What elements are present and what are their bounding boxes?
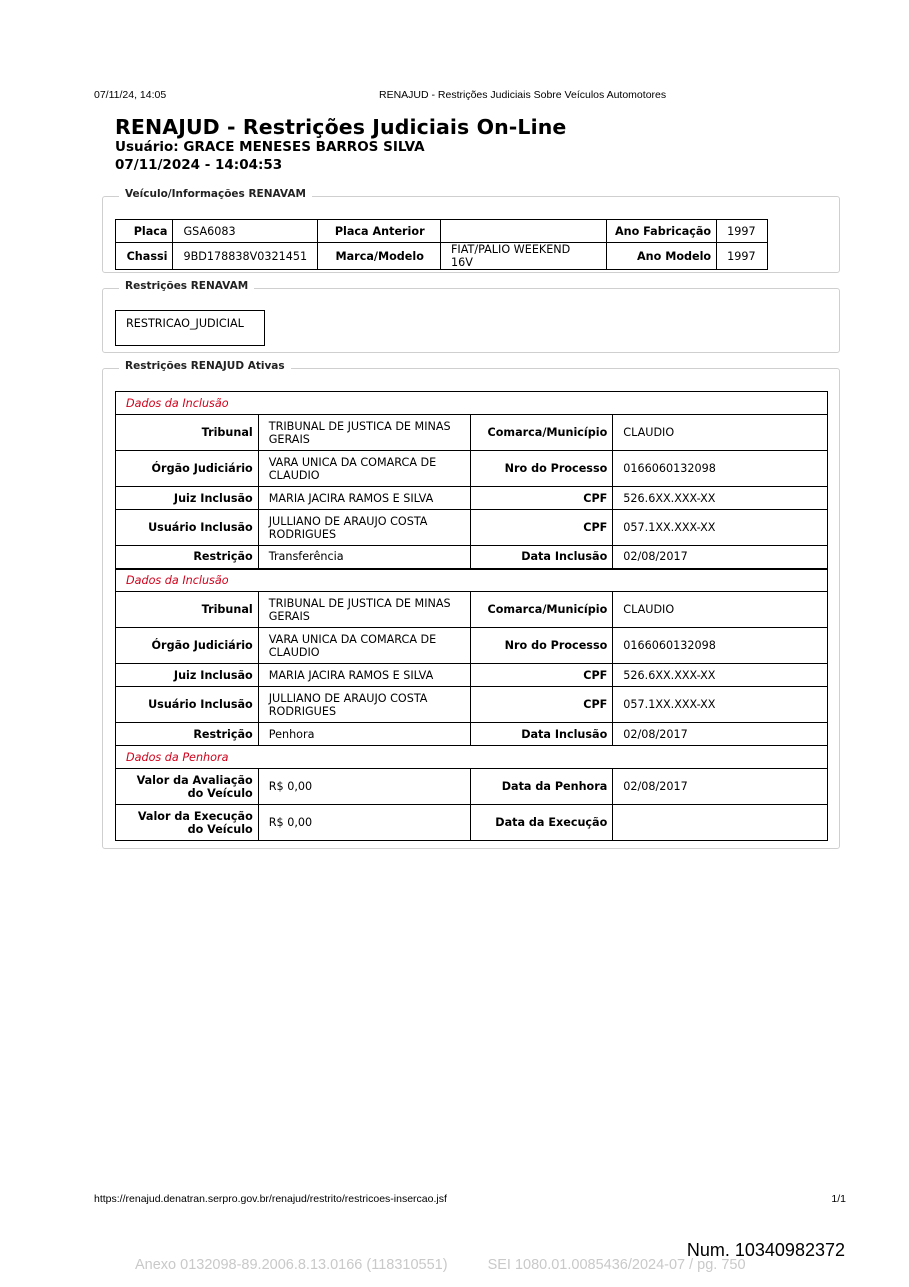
- dados-inclusao-header: Dados da Inclusão: [116, 392, 828, 415]
- restricao-renavam-item: RESTRICAO_JUDICIAL: [115, 310, 265, 346]
- restricao-label: Restrição: [116, 723, 259, 746]
- restricao-value: Transferência: [258, 546, 471, 569]
- marca-modelo-label: Marca/Modelo: [318, 243, 441, 270]
- renajud-ativas-legend: Restrições RENAJUD Ativas: [119, 360, 291, 372]
- ano-fabricacao-value: 1997: [717, 220, 768, 243]
- annex-watermark: [135, 1257, 746, 1273]
- usuario-label: Usuário Inclusão: [116, 687, 259, 723]
- annex-reference: Anexo 0132098-89.2006.8.13.0166 (118310551): [135, 1257, 448, 1273]
- tribunal-value: TRIBUNAL DE JUSTICA DE MINAS GERAIS: [258, 592, 471, 628]
- data-execucao-value: [613, 805, 828, 841]
- juiz-value: MARIA JACIRA RAMOS E SILVA: [258, 487, 471, 510]
- usuario-value: JULLIANO DE ARAUJO COSTA RODRIGUES: [258, 687, 471, 723]
- tribunal-label: Tribunal: [116, 592, 259, 628]
- juiz-cpf-value: 526.6XX.XXX-XX: [613, 664, 828, 687]
- juiz-cpf-label: CPF: [471, 487, 613, 510]
- veiculo-table: [115, 219, 768, 270]
- data-inclusao-label: Data Inclusão: [471, 546, 613, 569]
- comarca-value: CLAUDIO: [613, 592, 828, 628]
- usuario-label: Usuário Inclusão: [116, 510, 259, 546]
- orgao-label: Órgão Judiciário: [116, 628, 259, 664]
- chassi-label: Chassi: [116, 243, 173, 270]
- marca-modelo-value: FIAT/PALIO WEEKEND 16V: [440, 243, 606, 270]
- print-footer-url: https://renajud.denatran.serpro.gov.br/renajud/restrito/restricoes-insercao.jsf: [94, 1193, 447, 1205]
- placa-anterior-value: [440, 220, 606, 243]
- nro-processo-label: Nro do Processo: [471, 451, 613, 487]
- orgao-label: Órgão Judiciário: [116, 451, 259, 487]
- valor-execucao-value: R$ 0,00: [258, 805, 471, 841]
- juiz-label: Juiz Inclusão: [116, 664, 259, 687]
- user-name: Usuário: GRACE MENESES BARROS SILVA: [115, 139, 425, 155]
- data-penhora-value: 02/08/2017: [613, 769, 828, 805]
- print-page-title: RENAJUD - Restrições Judiciais Sobre Veículos Automotores: [379, 89, 667, 101]
- placa-value: GSA6083: [173, 220, 318, 243]
- nro-processo-label: Nro do Processo: [471, 628, 613, 664]
- dados-penhora-header: Dados da Penhora: [116, 746, 828, 769]
- juiz-cpf-value: 526.6XX.XXX-XX: [613, 487, 828, 510]
- chassi-value: 9BD178838V0321451: [173, 243, 318, 270]
- ano-fabricacao-label: Ano Fabricação: [606, 220, 717, 243]
- juiz-label: Juiz Inclusão: [116, 487, 259, 510]
- renajud-table: [115, 391, 828, 841]
- restricoes-renavam-legend: Restrições RENAVAM: [119, 280, 254, 292]
- tribunal-label: Tribunal: [116, 415, 259, 451]
- juiz-value: MARIA JACIRA RAMOS E SILVA: [258, 664, 471, 687]
- dados-inclusao-header: Dados da Inclusão: [116, 569, 828, 592]
- valor-execucao-label: Valor da Execução do Veículo: [116, 805, 259, 841]
- usuario-cpf-value: 057.1XX.XXX-XX: [613, 510, 828, 546]
- comarca-label: Comarca/Município: [471, 592, 613, 628]
- nro-processo-value: 0166060132098: [613, 628, 828, 664]
- usuario-cpf-value: 057.1XX.XXX-XX: [613, 687, 828, 723]
- usuario-cpf-label: CPF: [471, 510, 613, 546]
- query-datetime: 07/11/2024 - 14:04:53: [115, 157, 283, 173]
- data-inclusao-value: 02/08/2017: [613, 723, 828, 746]
- usuario-cpf-label: CPF: [471, 687, 613, 723]
- juiz-cpf-label: CPF: [471, 664, 613, 687]
- usuario-value: JULLIANO DE ARAUJO COSTA RODRIGUES: [258, 510, 471, 546]
- data-execucao-label: Data da Execução: [471, 805, 613, 841]
- restricao-value: Penhora: [258, 723, 471, 746]
- placa-anterior-label: Placa Anterior: [318, 220, 441, 243]
- data-inclusao-label: Data Inclusão: [471, 723, 613, 746]
- document-number: Num. 10340982372: [686, 1240, 845, 1260]
- placa-label: Placa: [116, 220, 173, 243]
- print-timestamp: 07/11/24, 14:05: [94, 89, 167, 101]
- orgao-value: VARA UNICA DA COMARCA DE CLAUDIO: [258, 451, 471, 487]
- ano-modelo-label: Ano Modelo: [606, 243, 717, 270]
- valor-avaliacao-value: R$ 0,00: [258, 769, 471, 805]
- page-title: RENAJUD - Restrições Judiciais On-Line: [115, 115, 567, 139]
- print-footer-page-number: 1/1: [831, 1193, 846, 1205]
- sei-reference: SEI 1080.01.0085436/2024-07 / pg. 750: [487, 1257, 746, 1273]
- data-inclusao-value: 02/08/2017: [613, 546, 828, 569]
- comarca-value: CLAUDIO: [613, 415, 828, 451]
- valor-avaliacao-label: Valor da Avaliação do Veículo: [116, 769, 259, 805]
- orgao-value: VARA UNICA DA COMARCA DE CLAUDIO: [258, 628, 471, 664]
- data-penhora-label: Data da Penhora: [471, 769, 613, 805]
- ano-modelo-value: 1997: [717, 243, 768, 270]
- comarca-label: Comarca/Município: [471, 415, 613, 451]
- tribunal-value: TRIBUNAL DE JUSTICA DE MINAS GERAIS: [258, 415, 471, 451]
- restricao-label: Restrição: [116, 546, 259, 569]
- nro-processo-value: 0166060132098: [613, 451, 828, 487]
- veiculo-legend: Veículo/Informações RENAVAM: [119, 188, 312, 200]
